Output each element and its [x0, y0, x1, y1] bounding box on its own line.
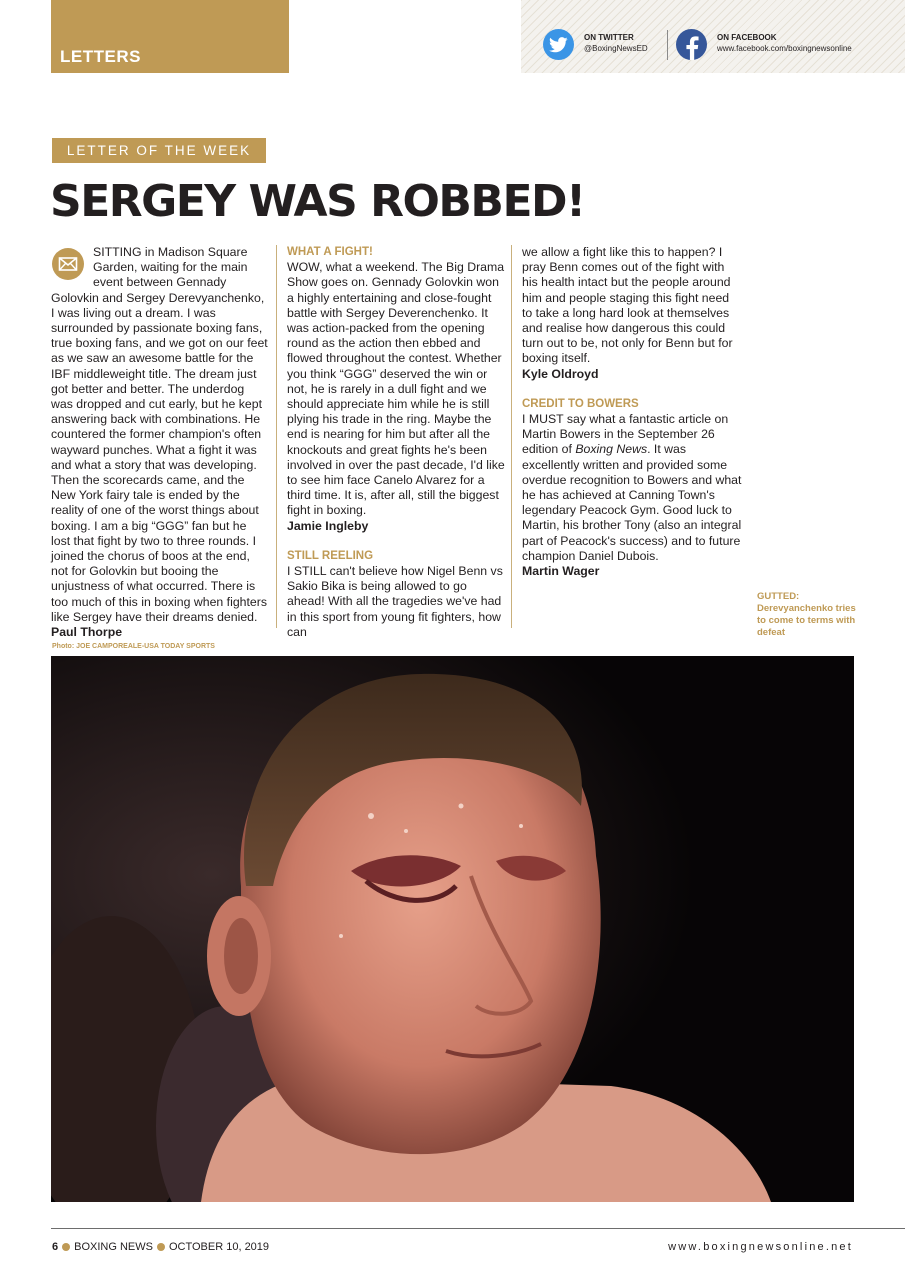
letter-body: I MUST say what a fantastic article on Martin Bowers in the September 26 edition of Boxing News. It was excellently written and provided some overdue recognition to Bowers and what he has achieved at Canning Town's legendary Peacock Gym. Good luck to Martin, his brother Tony (also an integral part of Peacock's success) and to future champion Daniel Dubois. — [522, 412, 742, 563]
bullet-dot — [157, 1243, 165, 1251]
letter-of-the-week-label: LETTER OF THE WEEK — [52, 138, 266, 163]
publication-name: BOXING NEWS — [74, 1241, 153, 1253]
page-number: 6 — [52, 1241, 59, 1253]
facebook-link[interactable] — [676, 29, 852, 60]
letter-body: WOW, what a weekend. The Big Drama Show goes on. Gennady Golovkin won a highly entertaining and close-fought battle with Sergey Deverenchenko. It was action-packed from the opening round as the action then ebbed and flowed throughout the contest. Whether you think “GGG” deserved the win or not, he is rarely in a dull fight and we should appreciate him while he is still plying his trade in the ring. Maybe the end is nearing for him but after all the knockouts and great fights he's been involved in over the past decade, I'd like to see him face Canelo Alvarez for a third time. It is, after all, still the biggest fight in boxing. — [287, 260, 505, 518]
photo-credit: Photo: JOE CAMPOREALE-USA TODAY SPORTS — [52, 643, 215, 650]
bullet-dot — [62, 1243, 70, 1251]
letter-author: Kyle Oldroyd — [522, 366, 599, 381]
letter-author: Jamie Ingleby — [287, 518, 369, 533]
letter-column-3 — [522, 245, 742, 579]
section-label: LETTERS — [60, 47, 141, 66]
letter-subhead: STILL REELING — [287, 549, 374, 562]
issue-date: OCTOBER 10, 2019 — [168, 1241, 270, 1253]
caption-label: GUTTED: — [757, 591, 800, 602]
twitter-handle: @BoxingNewsED — [584, 43, 648, 53]
photo-caption — [757, 591, 857, 639]
letter-body-continued: we allow a fight like this to happen? I pray Benn comes out of the fight with his health intact but the people around him and people staging this fight need to take a long hard look at themselves and realise how dangerous this could turn out to be, not only for Benn but for boxing itself. — [522, 245, 733, 366]
letter-column-1 — [51, 245, 268, 640]
letter-subhead: WHAT A FIGHT! — [287, 246, 373, 258]
footer-rule — [51, 1228, 905, 1229]
letter-body: I STILL can't believe how Nigel Benn vs Sakio Bika is being allowed to go ahead! With all the tragedies we've had in this sport from young fit fighters, how can — [287, 564, 503, 639]
letter-subhead: CREDIT TO BOWERS — [522, 397, 639, 410]
column-divider — [511, 245, 512, 628]
boxer-face-illustration — [51, 656, 854, 1202]
twitter-link[interactable] — [543, 29, 648, 60]
website-url[interactable]: www.boxingnewsonline.net — [668, 1241, 853, 1253]
facebook-handle: www.facebook.com/boxingnewsonline — [717, 43, 852, 53]
facebook-title: ON FACEBOOK — [717, 32, 777, 42]
letter-body: SITTING in Madison Square Garden, waiting for the main event between Gennady Golovkin and Sergey Derevyanchenko, I was living out a dream. I was surrounded by passionate boxing fans, true boxing fans, and we got on our feet as we saw an awesome battle for the IBF middleweight title. The dream just got better and better. The underdog was dropped and cut early, but he kept answering back with combinations. He countered the former champion's often wayward punches. What a fight it was and what a story that was developing. Then the scorecards came, and the New York fairy tale is ended by the reality of one of the worst things about boxing. I am a big “GGG” fan but he lost that fight by two to three rounds. I joined the chorus of boos at the end, not for Golovkin but booing the unjustness of what occurred. There is too much of this in boxing when fighters like Sergey have their dreams denied. — [51, 245, 268, 624]
twitter-icon — [543, 29, 574, 60]
headline: SERGEY WAS ROBBED! — [50, 176, 585, 227]
twitter-title: ON TWITTER — [584, 32, 634, 42]
footer-folio — [52, 1241, 269, 1253]
letter-author: Martin Wager — [522, 564, 600, 579]
social-divider — [667, 30, 668, 60]
envelope-icon — [51, 247, 85, 281]
facebook-icon — [676, 29, 707, 60]
section-tab — [51, 0, 289, 73]
column-divider — [276, 245, 277, 628]
letter-author: Paul Thorpe — [51, 625, 123, 640]
social-bar — [521, 0, 905, 73]
letter-column-2 — [287, 245, 505, 640]
caption-text: Derevyanchenko tries to come to terms with defeat — [757, 603, 856, 638]
boxer-photo — [51, 656, 854, 1202]
